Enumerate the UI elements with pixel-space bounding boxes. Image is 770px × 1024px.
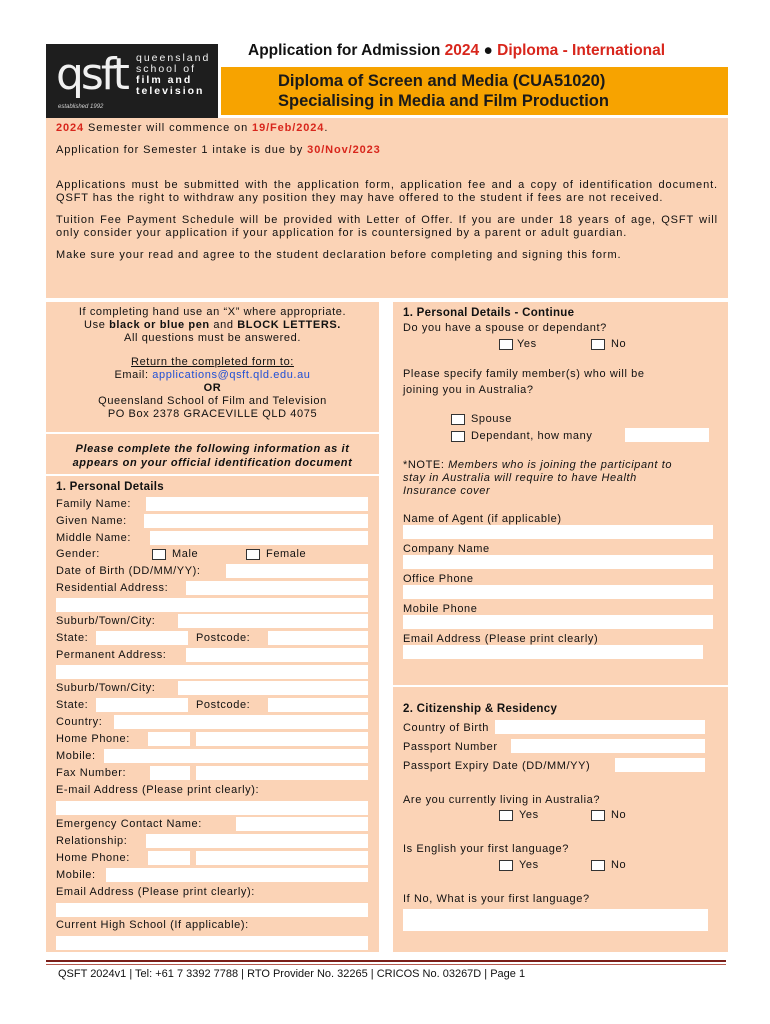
email-line [46, 369, 379, 382]
passport-label: Passport Number [403, 741, 498, 753]
logo-line-4: television [136, 85, 205, 97]
personal-details-heading: 1. Personal Details [56, 481, 164, 493]
home-phone-field[interactable] [196, 732, 368, 746]
high-school-label: Current High School (If applicable): [56, 919, 249, 931]
instr-line-1: If completing hand use an “X” where appropriate. [78, 306, 347, 318]
living-yes-label: Yes [519, 809, 539, 821]
living-no-label: No [611, 809, 627, 821]
mobile-field[interactable] [104, 749, 368, 763]
passport-expiry-field[interactable] [615, 758, 705, 772]
female-checkbox[interactable] [246, 549, 260, 560]
mobile-label: Mobile: [56, 750, 96, 762]
residential-address-label: Residential Address: [56, 582, 169, 594]
home-phone-area-field[interactable] [148, 732, 190, 746]
dependant-label: Dependant, how many [471, 430, 593, 442]
course-subtitle: Specialising in Media and Film Production [278, 92, 609, 110]
instr-use: Use [84, 319, 110, 331]
mobile-2-label: Mobile: [56, 869, 96, 881]
id-note: Please complete the following information as it appears on your official identification document [72, 443, 353, 469]
footer-rule [46, 960, 726, 962]
family-name-field[interactable] [146, 497, 368, 511]
fax-area-field[interactable] [150, 766, 190, 780]
suburb-label: Suburb/Town/City: [56, 615, 156, 627]
english-no-checkbox[interactable] [591, 860, 605, 871]
semester-date: 19/Feb/2024 [252, 122, 325, 134]
submission-email-link[interactable]: applications@qsft.qld.edu.au [152, 369, 311, 381]
given-name-label: Given Name: [56, 515, 127, 527]
instr-pen: black or blue pen [109, 319, 210, 331]
living-yes-checkbox[interactable] [499, 810, 513, 821]
country-field[interactable] [114, 715, 368, 729]
residential-address-field[interactable] [186, 581, 368, 595]
spouse-yes-label: Yes [517, 338, 537, 350]
instr-block: BLOCK LETTERS. [237, 319, 341, 331]
english-question: Is English your first language? [403, 843, 569, 855]
program-type: Diploma - International [497, 42, 666, 59]
application-title [248, 42, 665, 60]
office-phone-label: Office Phone [403, 573, 474, 585]
app-year: 2024 [444, 42, 480, 59]
logo-line-1: queensland [136, 52, 211, 64]
note-line-2: stay in Australia will require to have Health [403, 472, 637, 484]
note-text-1: Members who is joining the participant to [448, 459, 673, 471]
spouse-no-label: No [611, 338, 627, 350]
logo-line-2: school of [136, 63, 197, 75]
state-2-field[interactable] [96, 698, 188, 712]
relationship-label: Relationship: [56, 835, 128, 847]
home-phone-2-label: Home Phone: [56, 852, 130, 864]
country-label: Country: [56, 716, 103, 728]
personal-continue-heading: 1. Personal Details - Continue [403, 307, 575, 319]
bullet: ● [483, 42, 493, 59]
logo-line-3: film and [136, 74, 193, 86]
company-label: Company Name [403, 543, 490, 555]
footer-rule-thin [46, 964, 726, 965]
spouse-yes-checkbox[interactable] [499, 339, 513, 350]
home-phone-label: Home Phone: [56, 733, 130, 745]
suburb-2-field[interactable] [178, 681, 368, 695]
spouse-question: Do you have a spouse or dependant? [403, 322, 607, 334]
instr-line-3: All questions must be answered. [124, 332, 301, 344]
left-column [46, 302, 379, 952]
app-prefix: Application for Admission [248, 42, 441, 59]
email-label: Email: [114, 369, 153, 381]
residential-address-line-2[interactable] [56, 598, 368, 612]
dependant-checkbox[interactable] [451, 431, 465, 442]
postcode-2-field[interactable] [268, 698, 368, 712]
permanent-address-label: Permanent Address: [56, 649, 167, 661]
dob-label: Date of Birth (DD/MM/YY): [56, 565, 201, 577]
semester-end: . [324, 122, 329, 134]
state-2-label: State: [56, 699, 89, 711]
page-footer: QSFT 2024v1 | Tel: +61 7 3392 7788 | RTO Provider No. 32265 | CRICOS No. 03267D | Page 1 [58, 968, 526, 980]
course-title: Diploma of Screen and Media (CUA51020) [278, 72, 606, 90]
info-para-2: Tuition Fee Payment Schedule will be provided with Letter of Offer. If you are under 18 years of age, QSFT will only consider your application if your application for is countersigned by a parent or adult guardian. [56, 214, 718, 239]
note-line-3: Insurance cover [403, 485, 491, 497]
middle-name-field[interactable] [150, 531, 368, 545]
male-label: Male [172, 548, 199, 560]
state-label: State: [56, 632, 89, 644]
given-name-field[interactable] [144, 514, 368, 528]
spouse-label: Spouse [471, 413, 512, 425]
fax-label: Fax Number: [56, 767, 127, 779]
middle-name-label: Middle Name: [56, 532, 132, 544]
agent-email-field[interactable] [403, 645, 703, 659]
home-phone-2-field[interactable] [196, 851, 368, 865]
mobile-phone-field[interactable] [403, 615, 713, 629]
emergency-contact-field[interactable] [236, 817, 368, 831]
dob-field[interactable] [226, 564, 368, 578]
country-birth-field[interactable] [495, 720, 705, 734]
mobile-phone-label: Mobile Phone [403, 603, 478, 615]
due-date-line [56, 144, 718, 157]
divider [393, 685, 728, 687]
english-yes-label: Yes [519, 859, 539, 871]
passport-expiry-label: Passport Expiry Date (DD/MM/YY) [403, 760, 591, 772]
emergency-contact-label: Emergency Contact Name: [56, 818, 202, 830]
semester-start [56, 122, 718, 135]
home-phone-2-area-field[interactable] [148, 851, 190, 865]
gender-label: Gender: [56, 548, 100, 560]
english-no-label: No [611, 859, 627, 871]
family-name-label: Family Name: [56, 498, 132, 510]
company-field[interactable] [403, 555, 713, 569]
dependant-count-field[interactable] [625, 428, 709, 442]
permanent-address-line-2[interactable] [56, 665, 368, 679]
address-line-1: Queensland School of Film and Television [98, 395, 327, 407]
citizenship-heading: 2. Citizenship & Residency [403, 703, 558, 715]
or-text: OR [203, 382, 222, 394]
divider [46, 432, 379, 434]
postcode-2-label: Postcode: [196, 699, 251, 711]
qsft-logo [46, 44, 218, 118]
instructions [46, 306, 379, 421]
info-para-1: Applications must be submitted with the application form, application fee and a copy of identification document. QSFT has the right to withdraw any position they may have offered to the student if fees are not received. [56, 179, 718, 204]
logo-mark: qsft [56, 49, 127, 100]
high-school-field[interactable] [56, 936, 368, 950]
agent-field[interactable] [403, 525, 713, 539]
first-language-question: If No, What is your first language? [403, 893, 590, 905]
suburb-2-label: Suburb/Town/City: [56, 682, 156, 694]
address-line-2: PO Box 2378 GRACEVILLE QLD 4075 [107, 408, 318, 420]
instr-and: and [209, 319, 238, 331]
postcode-label: Postcode: [196, 632, 251, 644]
english-yes-checkbox[interactable] [499, 860, 513, 871]
first-language-field[interactable] [403, 909, 708, 931]
country-birth-label: Country of Birth [403, 722, 490, 734]
semester-text: Semester will commence on [84, 122, 253, 134]
note-line-1 [403, 459, 672, 471]
living-no-checkbox[interactable] [591, 810, 605, 821]
mobile-2-field[interactable] [106, 868, 368, 882]
return-text: Return the completed form to: [131, 356, 294, 368]
intake-info [46, 118, 728, 298]
spouse-no-checkbox[interactable] [591, 339, 605, 350]
postcode-field[interactable] [268, 631, 368, 645]
instr-line-2 [46, 319, 379, 332]
male-checkbox[interactable] [152, 549, 166, 560]
email-address-field[interactable] [56, 801, 368, 815]
logo-established: established 1992 [58, 104, 104, 110]
office-phone-field[interactable] [403, 585, 713, 599]
agent-label: Name of Agent (if applicable) [403, 513, 562, 525]
course-banner [221, 67, 728, 115]
relationship-field[interactable] [146, 834, 368, 848]
agent-email-label: Email Address (Please print clearly) [403, 633, 599, 645]
logo-words [136, 53, 210, 97]
passport-field[interactable] [511, 739, 705, 753]
due-text: Application for Semester 1 intake is due by [56, 144, 308, 156]
email-2-field[interactable] [56, 903, 368, 917]
email-2-label: Email Address (Please print clearly): [56, 886, 255, 898]
suburb-field[interactable] [178, 614, 368, 628]
family-question-1: Please specify family member(s) who will be [403, 368, 645, 380]
divider [46, 474, 379, 476]
email-address-label: E-mail Address (Please print clearly): [56, 784, 260, 796]
note-prefix: *NOTE: [403, 459, 449, 471]
state-field[interactable] [96, 631, 188, 645]
info-para-3: Make sure your read and agree to the student declaration before completing and signing this form. [56, 249, 622, 261]
right-column [393, 302, 728, 952]
female-label: Female [266, 548, 307, 560]
fax-field[interactable] [196, 766, 368, 780]
permanent-address-field[interactable] [186, 648, 368, 662]
spouse-checkbox[interactable] [451, 414, 465, 425]
family-question-2: joining you in Australia? [403, 384, 534, 396]
semester-year: 2024 [56, 122, 85, 134]
due-date: 30/Nov/2023 [307, 144, 381, 156]
living-question: Are you currently living in Australia? [403, 794, 601, 806]
